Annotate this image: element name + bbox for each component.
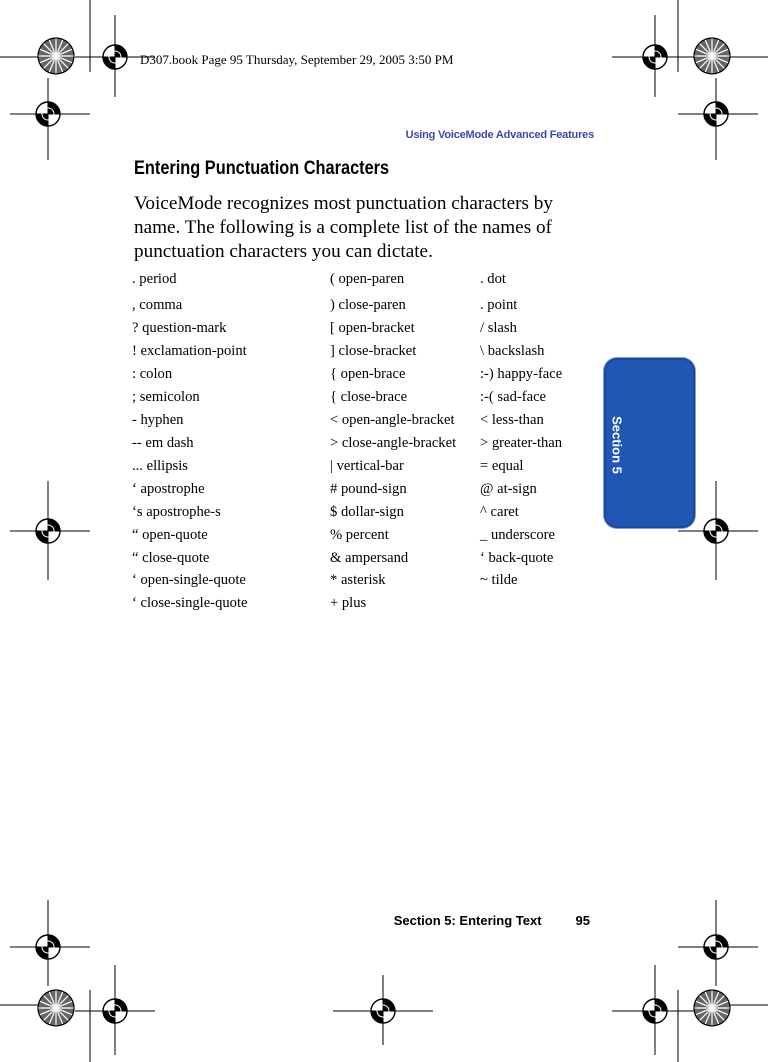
page-number: 95 — [575, 913, 590, 928]
punctuation-entry: # pound-sign — [330, 481, 407, 497]
punctuation-entry: | vertical-bar — [330, 458, 404, 474]
punctuation-row — [132, 412, 602, 432]
punctuation-entry: , comma — [132, 297, 183, 313]
punctuation-entry: ^ caret — [480, 504, 519, 520]
punctuation-entry: & ampersand — [330, 550, 409, 566]
punctuation-entry: :-) happy-face — [480, 366, 563, 382]
punctuation-row — [132, 458, 602, 478]
section-tab-label: Section 5 — [609, 416, 625, 474]
punctuation-entry: ‘ apostrophe — [132, 481, 205, 497]
punctuation-entry: . dot — [480, 271, 506, 287]
punctuation-entry: { close-brace — [330, 389, 408, 405]
punctuation-entry: : colon — [132, 366, 173, 382]
punctuation-entry: = equal — [480, 458, 524, 474]
punctuation-row — [132, 320, 602, 340]
punctuation-entry: “ close-quote — [132, 550, 210, 566]
punctuation-entry: $ dollar-sign — [330, 504, 404, 520]
punctuation-entry: . point — [480, 297, 518, 313]
punctuation-row — [132, 343, 602, 363]
punctuation-entry: + plus — [330, 595, 367, 611]
punctuation-entry: ~ tilde — [480, 572, 518, 588]
punctuation-row — [132, 297, 602, 317]
punctuation-entry: ] close-bracket — [330, 343, 417, 359]
punctuation-entry: ‘ open-single-quote — [132, 572, 246, 588]
punctuation-row — [132, 366, 602, 386]
punctuation-entry: ? question-mark — [132, 320, 227, 336]
punctuation-row — [132, 504, 602, 524]
punctuation-entry: _ underscore — [480, 527, 555, 543]
punctuation-entry: / slash — [480, 320, 517, 336]
punctuation-entry: ‘ back-quote — [480, 550, 554, 566]
punctuation-entry: > greater-than — [480, 435, 563, 451]
punctuation-entry: { open-brace — [330, 366, 406, 382]
punctuation-entry: * asterisk — [330, 572, 386, 588]
punctuation-row — [132, 271, 602, 291]
intro-paragraph: VoiceMode recognizes most punctuation characters by name. The following is a complete list of the names of punctuation characters you can dictate. — [134, 193, 553, 262]
punctuation-entry: “ open-quote — [132, 527, 208, 543]
punctuation-row — [132, 527, 602, 547]
punctuation-entry: % percent — [330, 527, 389, 543]
punctuation-entry: ‘s apostrophe-s — [132, 504, 221, 520]
punctuation-entry: :-( sad-face — [480, 389, 547, 405]
punctuation-row — [132, 550, 602, 570]
punctuation-row — [132, 572, 602, 592]
punctuation-entry: ‘ close-single-quote — [132, 595, 248, 611]
punctuation-entry: [ open-bracket — [330, 320, 415, 336]
punctuation-entry: - hyphen — [132, 412, 184, 428]
punctuation-entry: ... ellipsis — [132, 458, 188, 474]
print-file-info: D307.book Page 95 Thursday, September 29, 2005 3:50 PM — [140, 52, 454, 67]
footer-section-label: Section 5: Entering Text — [393, 913, 542, 928]
punctuation-entry: ; semicolon — [132, 389, 200, 405]
punctuation-entry: -- em dash — [132, 435, 194, 451]
punctuation-row — [132, 595, 602, 615]
section-title: Entering Punctuation Characters — [134, 158, 390, 179]
punctuation-row — [132, 481, 602, 501]
punctuation-row — [132, 435, 602, 455]
punctuation-entry: > close-angle-bracket — [330, 435, 457, 451]
punctuation-row — [132, 389, 602, 409]
running-header: Using VoiceMode Advanced Features — [405, 129, 594, 141]
punctuation-entry: ) close-paren — [330, 297, 406, 313]
punctuation-entry: < open-angle-bracket — [330, 412, 455, 428]
punctuation-entry: ( open-paren — [330, 271, 405, 287]
punctuation-entry: < less-than — [480, 412, 544, 428]
punctuation-entry: ! exclamation-point — [132, 343, 247, 359]
punctuation-entry: . period — [132, 271, 177, 287]
punctuation-entry: \ backslash — [480, 343, 545, 359]
punctuation-entry: @ at-sign — [480, 481, 537, 497]
page-footer — [300, 913, 590, 928]
